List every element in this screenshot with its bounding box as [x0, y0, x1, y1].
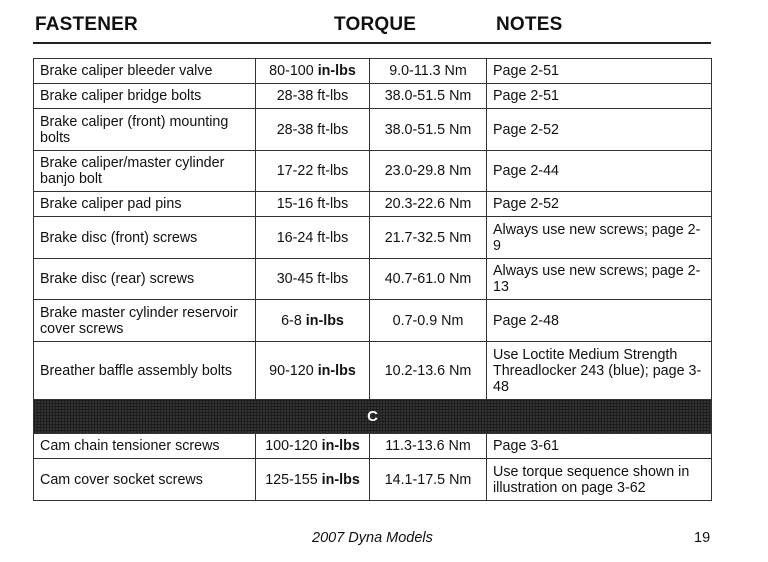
table-row [34, 59, 712, 84]
fastener-cell: Brake caliper bleeder valve [34, 59, 256, 84]
torque-nm-cell: 40.7-61.0 Nm [370, 259, 487, 300]
table-row [34, 459, 712, 501]
torque-ftlbs-cell [256, 259, 370, 300]
torque-ftlbs-cell [256, 151, 370, 192]
table-row [34, 434, 712, 459]
notes-cell: Use torque sequence shown in illustration on page 3-62 [487, 459, 712, 501]
fastener-cell: Cam chain tensioner screws [34, 434, 256, 459]
notes-cell: Page 2-51 [487, 59, 712, 84]
torque-ftlbs-cell [256, 300, 370, 342]
torque-ftlbs-cell [256, 342, 370, 400]
torque-ftlbs-cell [256, 109, 370, 151]
fastener-cell: Brake caliper pad pins [34, 192, 256, 217]
fastener-cell: Breather baffle assembly bolts [34, 342, 256, 400]
torque-nm-cell: 23.0-29.8 Nm [370, 151, 487, 192]
torque-table [33, 58, 712, 501]
torque-unit: ft-lbs [317, 163, 349, 179]
table-row [34, 300, 712, 342]
torque-value: 17-22 [276, 163, 314, 179]
table-row [34, 192, 712, 217]
footer-title: 2007 Dyna Models [312, 530, 433, 546]
torque-value: 28-38 [276, 88, 314, 104]
fastener-cell: Brake master cylinder reservoir cover screws [34, 300, 256, 342]
torque-unit: ft-lbs [317, 229, 349, 246]
torque-nm-cell: 14.1-17.5 Nm [370, 459, 487, 501]
torque-nm-cell: 21.7-32.5 Nm [370, 217, 487, 259]
notes-cell: Always use new screws; page 2-9 [487, 217, 712, 259]
torque-ftlbs-cell [256, 59, 370, 84]
torque-value: 90-120 [269, 362, 314, 379]
notes-cell: Page 3-61 [487, 434, 712, 459]
notes-cell: Page 2-52 [487, 192, 712, 217]
torque-unit: in-lbs [305, 312, 344, 329]
header-rule [33, 42, 711, 44]
torque-nm-cell: 10.2-13.6 Nm [370, 342, 487, 400]
table-row [34, 342, 712, 400]
torque-unit: ft-lbs [317, 121, 349, 138]
torque-nm-cell: 9.0-11.3 Nm [370, 59, 487, 84]
notes-cell: Page 2-52 [487, 109, 712, 151]
fastener-cell: Brake caliper bridge bolts [34, 84, 256, 109]
fastener-cell: Cam cover socket screws [34, 459, 256, 501]
torque-nm-cell: 11.3-13.6 Nm [370, 434, 487, 459]
torque-value: 15-16 [276, 196, 314, 212]
torque-ftlbs-cell [256, 217, 370, 259]
torque-ftlbs-cell [256, 434, 370, 459]
torque-unit: ft-lbs [317, 196, 349, 212]
notes-cell: Use Loctite Medium Strength Threadlocker 243 (blue); page 3-48 [487, 342, 712, 400]
torque-value: 125-155 [265, 471, 318, 488]
fastener-column-header: FASTENER [35, 14, 138, 35]
torque-nm-cell: 20.3-22.6 Nm [370, 192, 487, 217]
torque-ftlbs-cell [256, 192, 370, 217]
torque-value: 80-100 [269, 63, 314, 79]
notes-cell: Always use new screws; page 2-13 [487, 259, 712, 300]
notes-cell: Page 2-51 [487, 84, 712, 109]
torque-unit: ft-lbs [317, 271, 349, 287]
torque-value: 30-45 [276, 271, 314, 287]
fastener-cell: Brake disc (front) screws [34, 217, 256, 259]
fastener-cell: Brake caliper (front) mounting bolts [34, 109, 256, 151]
torque-nm-cell: 38.0-51.5 Nm [370, 109, 487, 151]
torque-ftlbs-cell [256, 84, 370, 109]
torque-unit: in-lbs [321, 471, 360, 488]
fastener-cell: Brake disc (rear) screws [34, 259, 256, 300]
notes-column-header: NOTES [496, 14, 563, 35]
section-header-row [34, 400, 712, 434]
section-letter: C [34, 400, 712, 434]
torque-value: 100-120 [265, 438, 318, 454]
torque-value: 6-8 [281, 312, 302, 329]
torque-value: 28-38 [276, 121, 314, 138]
table-row [34, 109, 712, 151]
torque-ftlbs-cell [256, 459, 370, 501]
notes-cell: Page 2-48 [487, 300, 712, 342]
torque-column-header: TORQUE [334, 14, 417, 35]
fastener-cell: Brake caliper/master cylinder banjo bolt [34, 151, 256, 192]
table-row [34, 151, 712, 192]
torque-nm-cell: 0.7-0.9 Nm [370, 300, 487, 342]
notes-cell: Page 2-44 [487, 151, 712, 192]
torque-value: 16-24 [276, 229, 314, 246]
page-number: 19 [694, 530, 711, 546]
torque-unit: in-lbs [321, 438, 360, 454]
torque-unit: in-lbs [317, 362, 356, 379]
torque-unit: in-lbs [317, 63, 356, 79]
table-row [34, 217, 712, 259]
torque-nm-cell: 38.0-51.5 Nm [370, 84, 487, 109]
table-row [34, 84, 712, 109]
table-row [34, 259, 712, 300]
torque-unit: ft-lbs [317, 88, 349, 104]
